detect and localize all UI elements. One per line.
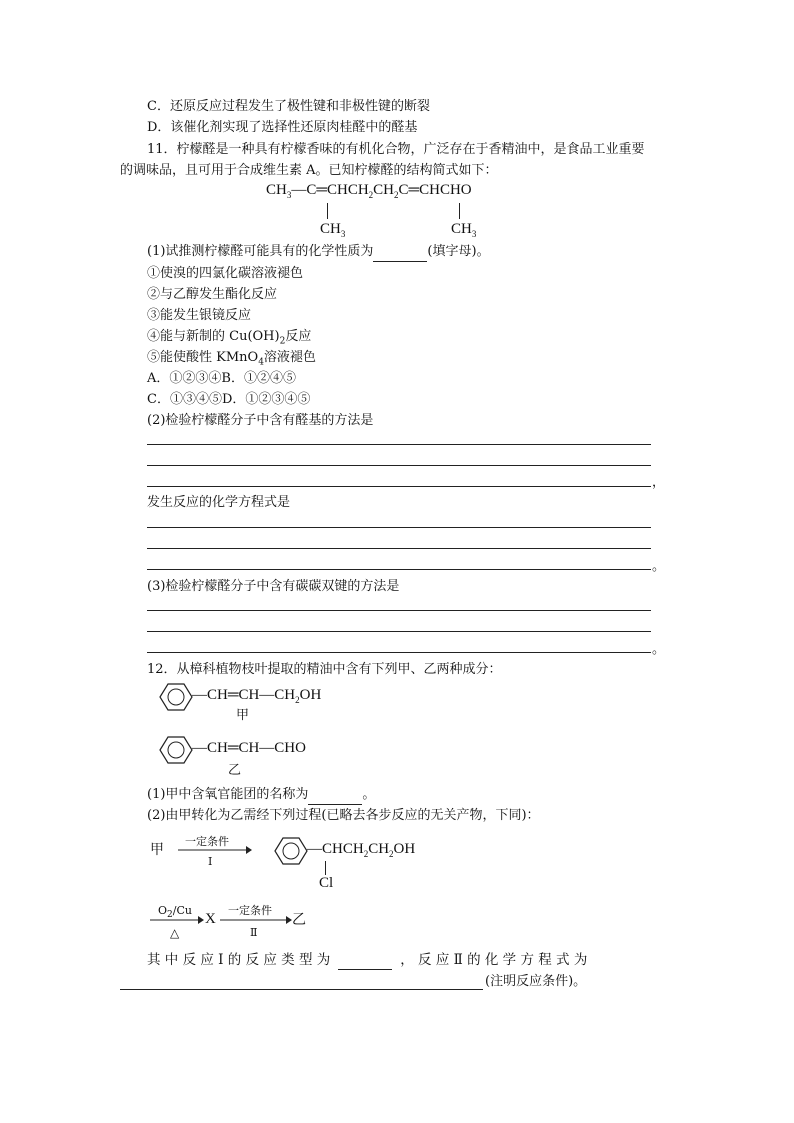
answer-line[interactable] [147,444,651,445]
answer-line[interactable] [147,569,651,570]
condition-top: 一定条件 [185,835,229,848]
q12-final-line1: 其 中 反 应 Ⅰ 的 反 应 类 型 为 ， 反 应 Ⅱ 的 化 学 方 程 式 为 [147,952,588,968]
comma: ， [652,475,666,490]
q11-stem-line2: 的调味品，且可用于合成维生素 A。已知柠檬醛的结构简式如下： [120,163,498,178]
choices-a-b: A．①②③④B．①②④⑤ [147,371,296,386]
methyl-group: $CH_3$ [451,221,477,239]
option-1: ①使溴的四氯化碳溶液褪色 [147,266,304,281]
q12-final-line2: (注明反应条件)。 [485,974,587,989]
intermediate-x: X [205,911,216,927]
yi-label: 乙 [228,763,242,778]
q11-part3: (3)检验柠檬醛分子中含有碳碳双键的方法是 [147,579,400,594]
period: 。 [652,559,666,574]
option-2: ②与乙醇发生酯化反应 [147,287,278,302]
end-yi: 乙 [292,912,306,928]
answer-line[interactable] [147,631,651,632]
answer-line[interactable] [147,486,651,487]
answer-blank[interactable] [373,243,427,262]
q10-option-c: C．还原反应过程发生了极性键和非极性键的断裂 [147,99,430,114]
option-5: ⑤能使酸性 KMnO$_4$溶液褪色 [147,350,316,368]
q12-stem: 12．从樟科植物枝叶提取的精油中含有下列甲、乙两种成分： [147,662,502,677]
step-2: Ⅱ [250,926,258,939]
arrow-icon [178,845,252,855]
q11-stem-line1: 11．柠檬醛是一种具有柠檬香味的有机化合物，广泛存在于香精油中，是食品工业重要 [147,142,645,157]
yi-formula: —CH═CH—CHO [192,740,306,756]
bond-line [327,203,328,219]
oxidation-condition: $O_2/Cu$ [158,904,192,921]
answer-blank[interactable] [308,786,362,805]
q11-part2-equation: 发生反应的化学方程式是 [147,495,291,510]
q12-part2: (2)由甲转化为乙需经下列过程(已略去各步反应的无关产物，下同)： [147,808,540,823]
heat-symbol: △ [170,926,180,940]
q10-option-d: D．该催化剂实现了选择性还原肉桂醛中的醛基 [147,120,418,135]
q11-part2: (2)检验柠檬醛分子中含有醛基的方法是 [147,413,374,428]
option-3: ③能发生银镜反应 [147,308,252,323]
chlorine-label: Cl [319,875,334,891]
citral-main-chain: $CH_3—C═CHCH_2CH_2C═CHCHO$ [266,182,472,200]
step-1: Ⅰ [208,855,213,868]
q12-part1: (1)甲中含氧官能团的名称为 。 [147,786,375,805]
bond-line [459,203,460,219]
answer-blank[interactable] [338,951,392,970]
methyl-group: $CH_3$ [320,221,346,239]
answer-line[interactable] [147,548,651,549]
start-jia: 甲 [150,842,164,858]
jia-formula: $—CH═CH—CH_2OH$ [192,687,322,705]
answer-line[interactable] [147,527,651,528]
jia-label: 甲 [236,708,250,723]
answer-line[interactable] [147,610,651,611]
bond-line [325,861,326,875]
intermediate-formula: $—CHCH_2CH_2OH$ [307,841,416,859]
q11-part1: (1)试推测柠檬醛可能具有的化学性质为 (填字母)。 [147,243,490,262]
condition-top-2: 一定条件 [228,904,272,917]
option-4: ④能与新制的 $Cu(OH)_2$反应 [147,329,312,347]
choices-c-d: C．①③④⑤D．①②③④⑤ [147,392,311,407]
answer-line[interactable] [147,465,651,466]
answer-line[interactable] [147,652,651,653]
answer-line[interactable] [120,989,483,990]
period: 。 [652,642,666,657]
